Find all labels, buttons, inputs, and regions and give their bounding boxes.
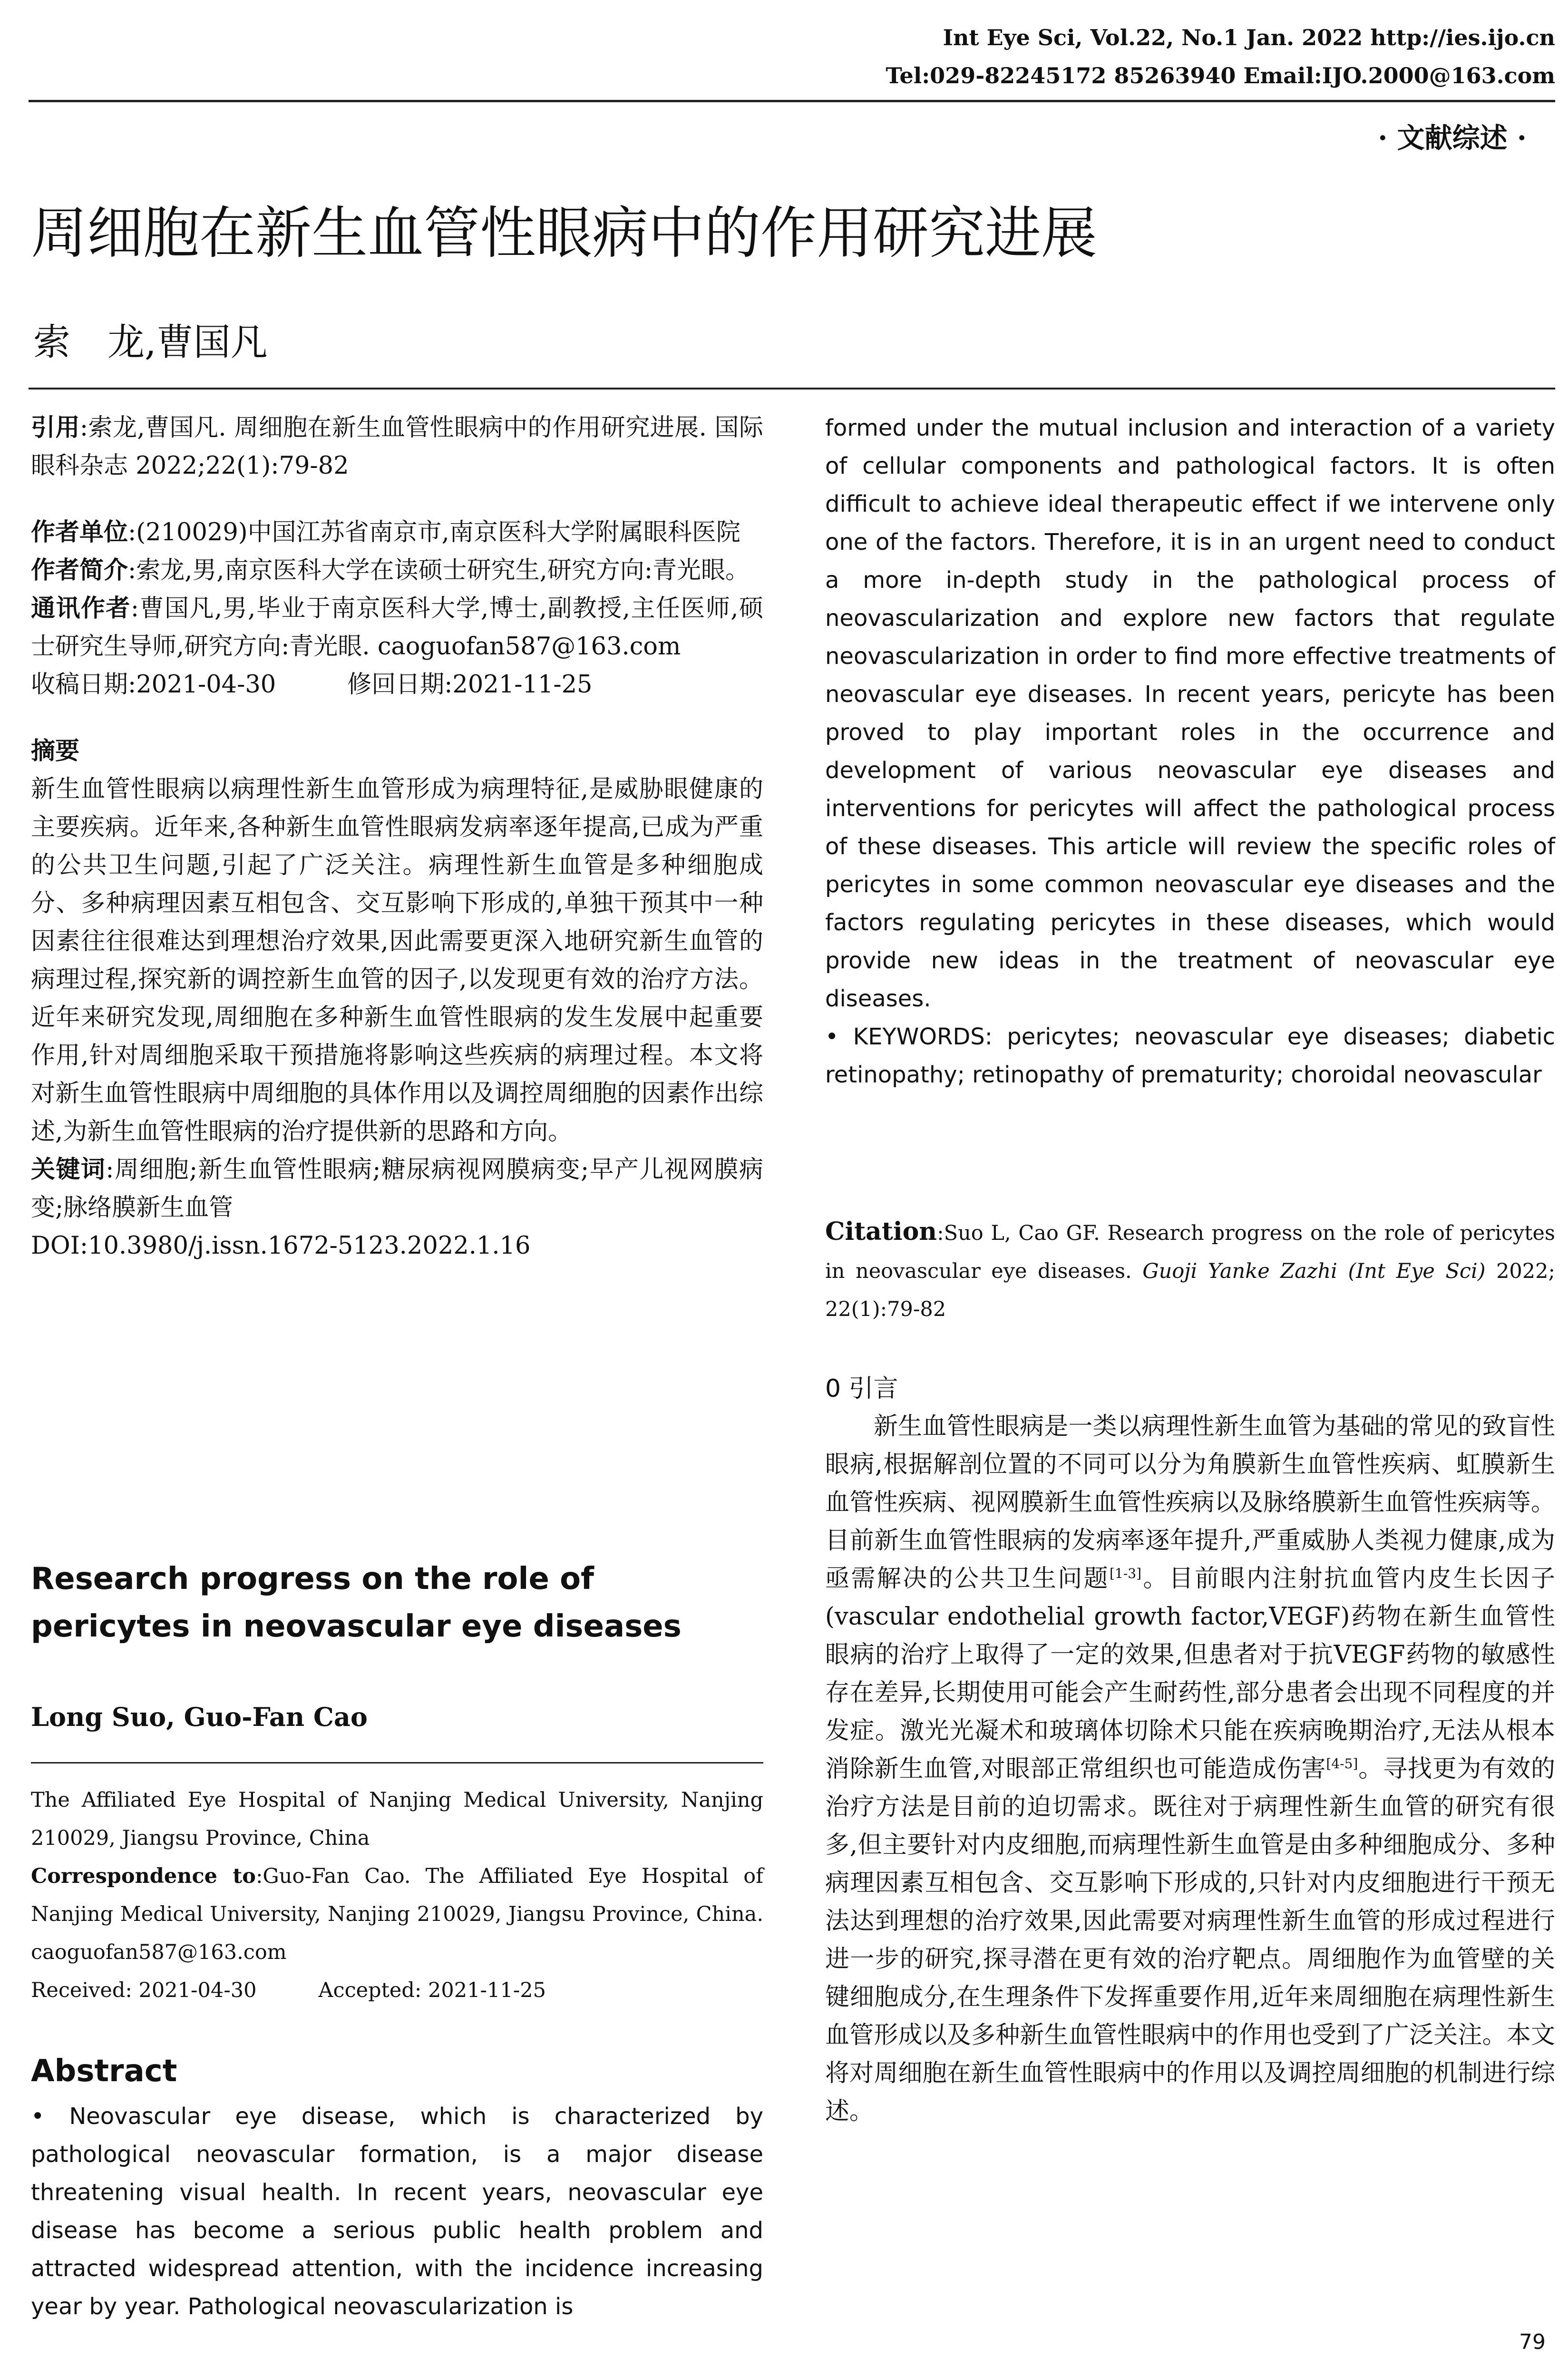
dates-zh: 收稿日期:2021-04-30 修回日期:2021-11-25 [31,671,593,699]
section-tag: · 文献综述 · [1378,122,1527,154]
title-rule [29,388,1555,390]
affiliation-en: The Affiliated Eye Hospital of Nanjing Medical University, Nanjing 210029, Jiangsu Province, China [31,1788,763,1850]
correspondence-en: Correspondence to:Guo-Fan Cao. The Affiliated Eye Hospital of Nanjing Medical University, Nanjing 210029, Jiangsu Province, China. caoguofan587@163.com [31,1864,763,1964]
citation-ref: [1-3] [1110,1566,1142,1581]
left-zh-column [31,409,763,1265]
citation-en: Citation:Suo L, Cao GF. Research progress on the role of pericytes in neovascular eye diseases. Guoji Yanke Zazhi (Int Eye Sci) 2022; 22(1):79-82 [825,1217,1555,1321]
affiliation-zh: 作者单位:(210029)中国江苏省南京市,南京医科大学附属眼科医院 [31,518,740,546]
authors-en-rule [31,1762,763,1763]
dates-en: Received: 2021-04-30 Accepted: 2021-11-25 [31,1978,546,2002]
keywords-en: • KEYWORDS: pericytes; neovascular eye diseases; diabetic retinopathy; retinopathy of prematurity; choroidal neovascular [825,1023,1556,1088]
abstract-en-continued: formed under the mutual inclusion and interaction of a variety of cellular components and pathological factors. It is often difficult to achieve ideal therapeutic effect if we intervene only one of the factors. Therefore, it is in an urgent need to conduct a more in-depth study in the pathological process of neovascularization and explore new factors that regulate neovascularization in order to find more effective treatments of neovascular eye diseases. In recent years, pericyte has been proved to play important roles in the occurrence and development of various neovascular eye diseases and interventions for pericytes will affect the pathological process of these diseases. This article will review the specific roles of pericytes in some common neovascular eye diseases and the factors regulating pericytes in these diseases, which would provide new ideas in the treatment of neovascular eye diseases. [825,415,1555,1012]
page-number: 79 [1519,2330,1546,2354]
citation-ref: [4-5] [1326,1756,1358,1772]
header-rule [29,100,1555,102]
intro-heading: 0 引言 [825,1374,898,1403]
authors-en: Long Suo, Guo-Fan Cao [31,1702,368,1732]
abstract-heading-zh: 摘要 [31,737,80,765]
journal-line: Int Eye Sci, Vol.22, No.1 Jan. 2022 http://ies.ijo.cn [943,25,1555,50]
correspondence-zh: 通讯作者:曹国凡,男,毕业于南京医科大学,博士,副教授,主任医师,硕士研究生导师,研究方向:青光眼. caoguofan587@163.com [31,594,763,661]
doi: DOI:10.3980/j.issn.1672-5123.2022.1.16 [31,1232,531,1260]
authors-zh: 索 龙,曹国凡 [33,321,268,364]
title-en: Research progress on the role of pericytes in neovascular eye diseases [31,1561,682,1644]
abstract-heading-en: Abstract [31,2054,177,2089]
citation-zh: 引用:索龙,曹国凡. 周细胞在新生血管性眼病中的作用研究进展. 国际眼科杂志 2022;22(1):79-82 [31,414,763,480]
abstract-en-start: • Neovascular eye disease, which is characterized by pathological neovascular formation, is a major disease threatening visual health. In recent years, neovascular eye disease has become a serious public health problem and attracted widespread attention, with the incidence increasing year by year. Pathological neovascularization is [31,2103,763,2320]
keywords-zh: 关键词:周细胞;新生血管性眼病;糖尿病视网膜病变;早产儿视网膜病变;脉络膜新生血管 [31,1156,763,1222]
contact-line: Tel:029-82245172 85263940 Email:IJO.2000@163.com [886,63,1555,88]
abstract-zh: 新生血管性眼病以病理性新生血管形成为病理特征,是威胁眼健康的主要疾病。近年来,各种新生血管性眼病发病率逐年提高,已成为严重的公共卫生问题,引起了广泛关注。病理性新生血管是多种细胞成分、多种病理因素互相包含、交互影响下形成的,单独干预其中一种因素往往很难达到理想治疗效果,因此需要更深入地研究新生血管的病理过程,探究新的调控新生血管的因子,以发现更有效的治疗方法。近年来研究发现,周细胞在多种新生血管性眼病的发生发展中起重要作用,针对周细胞采取干预措施将影响这些疾病的病理过程。本文将对新生血管性眼病中周细胞的具体作用以及调控周细胞的因素作出综述,为新生血管性眼病的治疗提供新的思路和方向。 [31,775,763,1146]
author-intro-zh: 作者简介:索龙,男,南京医科大学在读硕士研究生,研究方向:青光眼。 [31,556,750,585]
intro-body: 新生血管性眼病是一类以病理性新生血管为基础的常见的致盲性眼病,根据解剖位置的不同可以分为角膜新生血管性疾病、虹膜新生血管性疾病、视网膜新生血管性疾病以及脉络膜新生血管性疾病等。目前新生血管性眼病的发病率逐年提升,严重威胁人类视力健康,成为亟需解决的公共卫生问题[1-3]。目前眼内注射抗血管内皮生长因子(vascular endothelial growth factor,VEGF)药物在新生血管性眼病的治疗上取得了一定的效果,但患者对于抗VEGF药物的敏感性存在差异,长期使用可能会产生耐药性,部分患者会出现不同程度的并发症。激光光凝术和玻璃体切除术只能在疾病晚期治疗,无法从根本消除新生血管,对眼部正常组织也可能造成伤害[4-5]。寻找更为有效的治疗方法是目前的迫切需求。既往对于病理性新生血管的研究有很多,但主要针对内皮细胞,而病理性新生血管是由多种细胞成分、多种病理因素互相包含、交互影响下形成的,只针对内皮细胞进行干预无法达到理想的治疗效果,因此需要对病理性新生血管的形成过程进行进一步的研究,探寻潜在更有效的治疗靶点。周细胞作为血管壁的关键细胞成分,在生理条件下发挥重要作用,近年来周细胞在病理性新生血管形成以及多种新生血管性眼病中的作用也受到了广泛关注。本文将对周细胞在新生血管性眼病中的作用以及调控周细胞的机制进行综述。 [825,1413,1555,2125]
left-en-info [31,1781,763,2009]
page-title: 周细胞在新生血管性眼病中的作用研究进展 [31,200,1098,266]
right-en-column [825,409,1555,1094]
